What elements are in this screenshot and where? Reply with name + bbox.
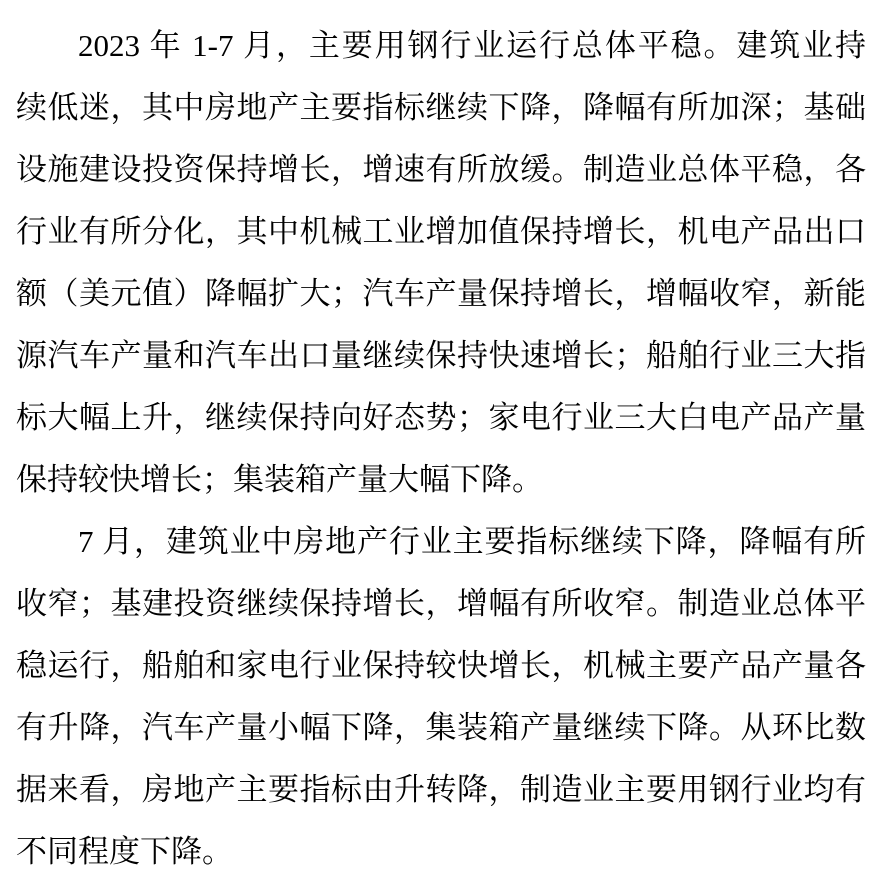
text-line: 2023 年 1-7 月，主要用钢行业运行总体平稳。建筑业持: [78, 28, 866, 63]
text-line: 保持较快增长；集装箱产量大幅下降。: [16, 462, 543, 497]
text-line: 标大幅上升，继续保持向好态势；家电行业三大白电产品产量: [16, 400, 866, 435]
text-line: 7 月，建筑业中房地产行业主要指标继续下降，降幅有所: [78, 524, 866, 559]
text-line: 行业有所分化，其中机械工业增加值保持增长，机电产品出口: [16, 214, 866, 249]
text-line: 收窄；基建投资继续保持增长，增幅有所收窄。制造业总体平: [16, 586, 866, 621]
text-line: 不同程度下降。: [16, 834, 233, 869]
text-line: 源汽车产量和汽车出口量继续保持快速增长；船舶行业三大指: [16, 338, 866, 373]
text-line: 额（美元值）降幅扩大；汽车产量保持增长，增幅收窄，新能: [16, 276, 866, 311]
text-line: 据来看，房地产主要指标由升转降，制造业主要用钢行业均有: [16, 772, 866, 807]
paragraph-2: [16, 511, 866, 883]
text-line: 有升降，汽车产量小幅下降，集装箱产量继续下降。从环比数: [16, 710, 866, 745]
text-line: 稳运行，船舶和家电行业保持较快增长，机械主要产品产量各: [16, 648, 866, 683]
paragraph-1: [16, 15, 866, 511]
text-line: 设施建设投资保持增长，增速有所放缓。制造业总体平稳，各: [16, 152, 866, 187]
text-line: 续低迷，其中房地产主要指标继续下降，降幅有所加深；基础: [16, 90, 866, 125]
